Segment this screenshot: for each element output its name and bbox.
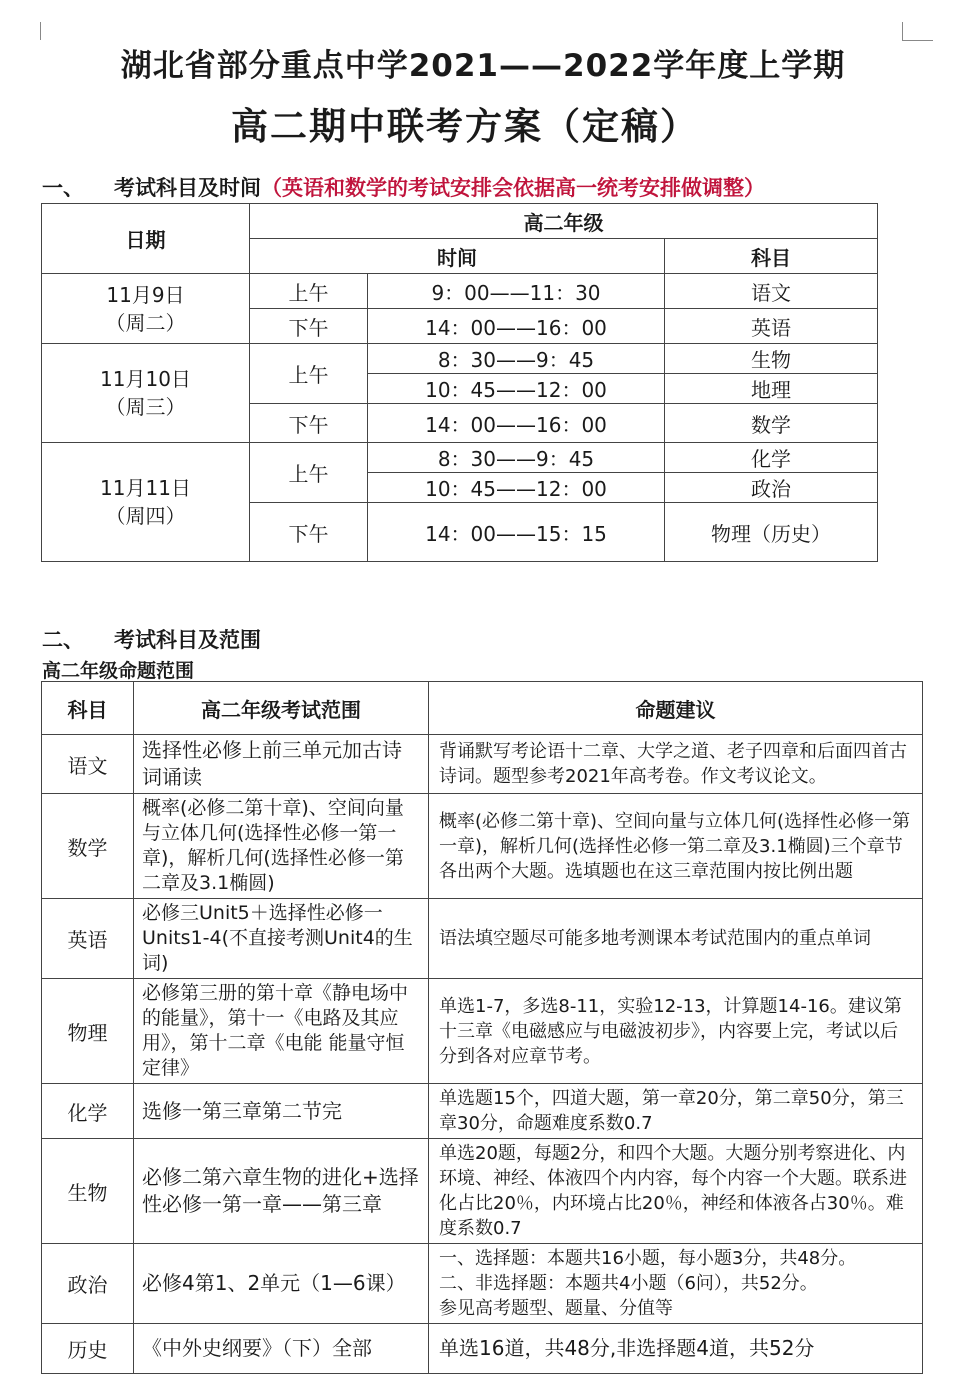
section-2-number: 二、 xyxy=(42,628,84,652)
date: 11月9日 xyxy=(106,282,185,307)
scope-cell: 必修二第六章生物的进化+选择性必修一第一章——第三章 xyxy=(134,1139,429,1244)
exam-time: 14：00——16：00 xyxy=(368,309,665,344)
exam-time: 9：00——11：30 xyxy=(368,274,665,309)
section-2-subtitle: 高二年级命题范围 xyxy=(42,660,195,682)
crop-mark-left xyxy=(34,22,41,40)
advice-cell: 语法填空题尽可能多地考测课本考试范围内的重点单词 xyxy=(429,899,923,979)
subject-cell: 数学 xyxy=(42,794,134,899)
scope-cell: 必修三Unit5＋选择性必修一Units1-4(不直接考测Unit4的生词) xyxy=(134,899,429,979)
document-title: 湖北省部分重点中学2021——2022学年度上学期 xyxy=(120,48,846,84)
exam-time: 8：30——9：45 xyxy=(368,344,665,374)
date-cell xyxy=(42,344,250,443)
period-pm: 下午 xyxy=(250,404,368,443)
advice-cell: 概率(必修二第十章)、空间向量与立体几何(选择性必修一第一章)，解析几何(选择性必修一第二章及3.1椭圆)三个章节各出两个大题。选填题也在这三章范围内按比例出题 xyxy=(429,794,923,899)
period-am: 上午 xyxy=(250,344,368,404)
date-cell xyxy=(42,443,250,562)
date-cell xyxy=(42,274,250,344)
document-subtitle: 高二期中联考方案（定稿） xyxy=(231,105,699,148)
scope-cell: 必修4第1、2单元（1—6课） xyxy=(134,1244,429,1324)
period-pm: 下午 xyxy=(250,309,368,344)
weekday: （周三） xyxy=(105,395,186,419)
scope-cell: 选择性必修上前三单元加古诗词诵读 xyxy=(134,735,429,794)
header-subject: 科目 xyxy=(665,239,878,274)
subject-cell: 生物 xyxy=(42,1139,134,1244)
exam-time: 10：45——12：00 xyxy=(368,473,665,503)
exam-subject: 数学 xyxy=(665,404,878,443)
scope-cell: 概率(必修二第十章)、空间向量与立体几何(选择性必修一第一章)，解析几何(选择性必修一第二章及3.1椭圆) xyxy=(134,794,429,899)
subject-cell: 政治 xyxy=(42,1244,134,1324)
exam-time: 10：45——12：00 xyxy=(368,374,665,404)
weekday: （周四） xyxy=(105,504,186,528)
section-2-heading xyxy=(42,624,261,654)
section-2-title: 考试科目及范围 xyxy=(114,628,261,652)
subject-cell: 英语 xyxy=(42,899,134,979)
section-1-note: （英语和数学的考试安排会依据高一统考安排做调整） xyxy=(261,176,765,200)
header-advice: 命题建议 xyxy=(429,682,923,735)
subject-cell: 化学 xyxy=(42,1084,134,1139)
exam-time: 14：00——15：15 xyxy=(368,503,665,562)
crop-mark-right xyxy=(902,22,933,41)
exam-subject: 物理（历史） xyxy=(665,503,878,562)
header-grade: 高二年级 xyxy=(250,204,878,239)
exam-subject: 语文 xyxy=(665,274,878,309)
scope-cell: 《中外史纲要》（下）全部 xyxy=(134,1324,429,1374)
period-pm: 下午 xyxy=(250,503,368,562)
subject-cell: 历史 xyxy=(42,1324,134,1374)
section-1-heading xyxy=(42,172,765,202)
advice-cell: 单选16道，共48分,非选择题4道，共52分 xyxy=(429,1324,923,1374)
exam-time: 8：30——9：45 xyxy=(368,443,665,473)
subject-cell: 语文 xyxy=(42,735,134,794)
date: 11月10日 xyxy=(100,367,191,391)
exam-subject: 地理 xyxy=(665,374,878,404)
advice-cell: 单选题15个，四道大题，第一章20分，第二章50分，第三章30分，命题难度系数0.7 xyxy=(429,1084,923,1139)
advice-cell: 单选1-7，多选8-11，实验12-13，计算题14-16。建议第十三章《电磁感应与电磁波初步》，内容要上完，考试以后分到各对应章节考。 xyxy=(429,979,923,1084)
advice-cell: 一、选择题：本题共16小题，每小题3分，共48分。 二、非选择题：本题共4小题（6问），共52分。 参见高考题型、题量、分值等 xyxy=(429,1244,923,1324)
exam-subject: 英语 xyxy=(665,309,878,344)
scope-cell: 必修第三册的第十章《静电场中的能量》，第十一《电路及其应用》，第十二章《电能 能量守恒定律》 xyxy=(134,979,429,1084)
header-scope: 高二年级考试范围 xyxy=(134,682,429,735)
exam-scope-table xyxy=(41,681,923,1374)
exam-time: 14：00——16：00 xyxy=(368,404,665,443)
exam-subject: 政治 xyxy=(665,473,878,503)
header-date: 日期 xyxy=(42,204,250,274)
header-subject: 科目 xyxy=(42,682,134,735)
section-1-title: 考试科目及时间 xyxy=(114,176,261,200)
weekday: （周二） xyxy=(105,310,186,335)
exam-subject: 化学 xyxy=(665,443,878,473)
section-1-number: 一、 xyxy=(42,176,84,200)
exam-subject: 生物 xyxy=(665,344,878,374)
date: 11月11日 xyxy=(100,476,191,500)
scope-cell: 选修一第三章第二节完 xyxy=(134,1084,429,1139)
subject-cell: 物理 xyxy=(42,979,134,1084)
period-am: 上午 xyxy=(250,443,368,503)
period-am: 上午 xyxy=(250,274,368,309)
advice-cell: 背诵默写考论语十二章、大学之道、老子四章和后面四首古诗词。题型参考2021年高考卷。作文考议论文。 xyxy=(429,735,923,794)
advice-cell: 单选20题，每题2分，和四个大题。大题分别考察进化、内环境、神经、体液四个内内容，每个内容一个大题。联系进化占比20％，内环境占比20％，神经和体液各占30％。难度系数0.7 xyxy=(429,1139,923,1244)
header-time: 时间 xyxy=(250,239,665,274)
exam-schedule-table xyxy=(41,203,878,562)
